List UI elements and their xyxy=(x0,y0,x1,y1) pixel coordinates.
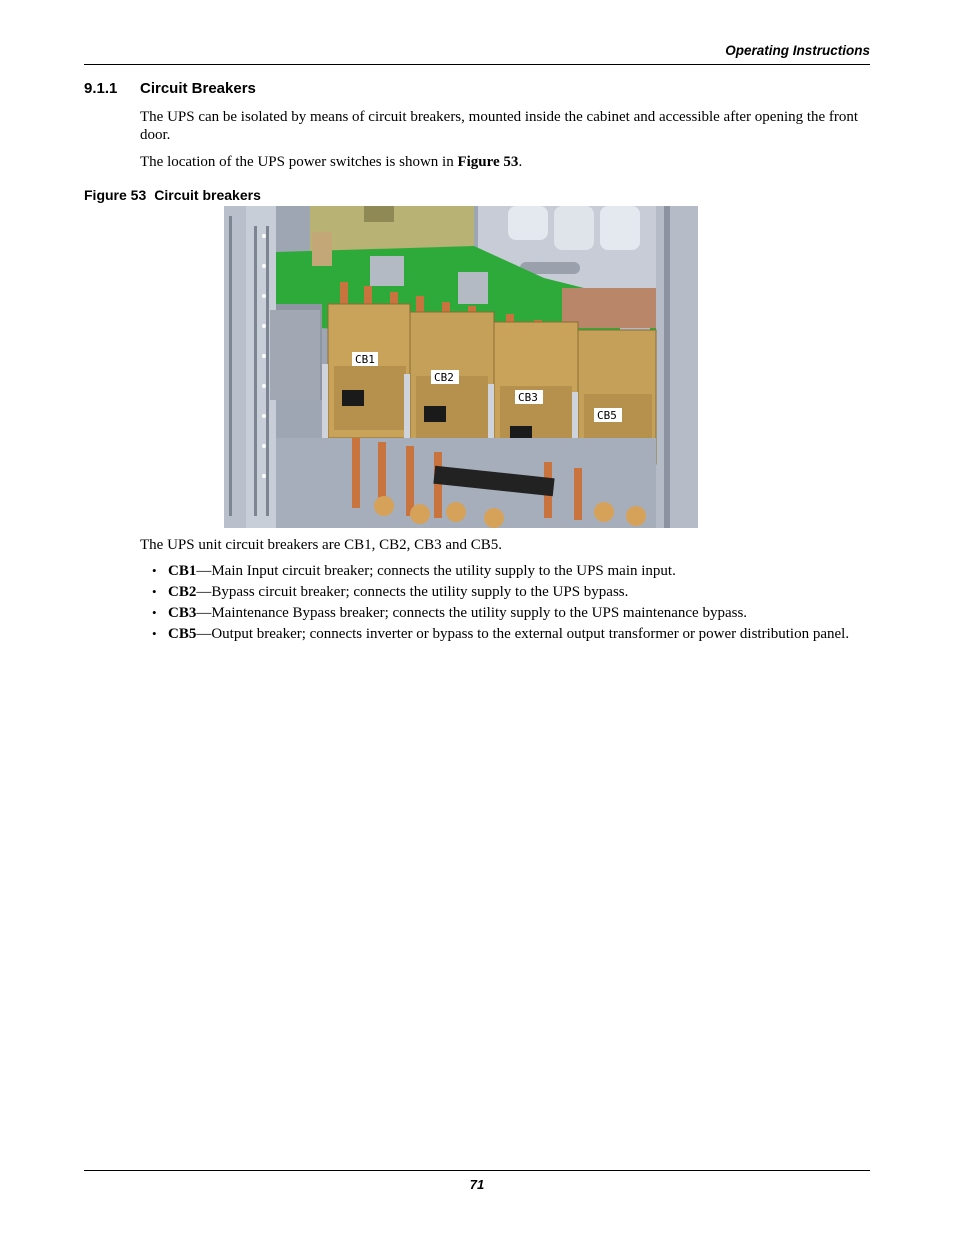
figure-reference: Figure 53 xyxy=(457,154,519,170)
list-item-term: CB1 xyxy=(168,563,197,579)
section-title: Circuit Breakers xyxy=(140,80,256,97)
section-number: 9.1.1 xyxy=(84,80,118,97)
list-item-term: CB3 xyxy=(168,605,197,621)
section-heading xyxy=(84,80,256,97)
list-item-term: CB2 xyxy=(168,584,197,600)
list-item: • CB1—Main Input circuit breaker; connects the utility supply to the UPS main input. xyxy=(152,563,676,579)
location-text: The location of the UPS power switches is shown in xyxy=(140,154,458,170)
figure-caption xyxy=(84,187,261,203)
callout-cb2: CB2 xyxy=(434,371,454,384)
page-number: 71 xyxy=(469,1177,485,1192)
list-item: • CB5—Output breaker; connects inverter or bypass to the external output transformer or power distribution panel. xyxy=(152,626,850,642)
list-item-text: —Output breaker; connects inverter or bypass to the external output transformer or power distribution panel. xyxy=(196,626,850,642)
list-item-term: CB5 xyxy=(168,626,197,642)
list-item-text: —Maintenance Bypass breaker; connects the utility supply to the UPS maintenance bypass. xyxy=(196,605,748,621)
running-header: Operating Instructions xyxy=(725,43,870,58)
list-item-text: —Main Input circuit breaker; connects the utility supply to the UPS main input. xyxy=(196,563,676,579)
figure-label: Figure 53 xyxy=(84,187,147,203)
callout-cb3: CB3 xyxy=(518,391,538,404)
circuit-breakers-figure xyxy=(224,206,698,528)
breakers-summary-paragraph: The UPS unit circuit breakers are CB1, CB2, CB3 and CB5. xyxy=(140,537,503,553)
callout-cb1: CB1 xyxy=(355,353,375,366)
breaker-list xyxy=(150,562,872,646)
location-paragraph xyxy=(140,153,872,171)
footer-rule xyxy=(84,1170,870,1171)
header-rule xyxy=(84,64,870,65)
list-item: • CB3—Maintenance Bypass breaker; connects the utility supply to the UPS maintenance bypass. xyxy=(152,605,748,621)
intro-paragraph: The UPS can be isolated by means of circuit breakers, mounted inside the cabinet and accessible after opening the front door. xyxy=(140,109,859,143)
list-item-text: —Bypass circuit breaker; connects the utility supply to the UPS bypass. xyxy=(196,584,629,600)
callout-cb5: CB5 xyxy=(597,409,617,422)
figure-caption-text: Circuit breakers xyxy=(154,187,261,203)
location-period: . xyxy=(518,154,523,170)
list-item: • CB2—Bypass circuit breaker; connects the utility supply to the UPS bypass. xyxy=(152,584,629,600)
